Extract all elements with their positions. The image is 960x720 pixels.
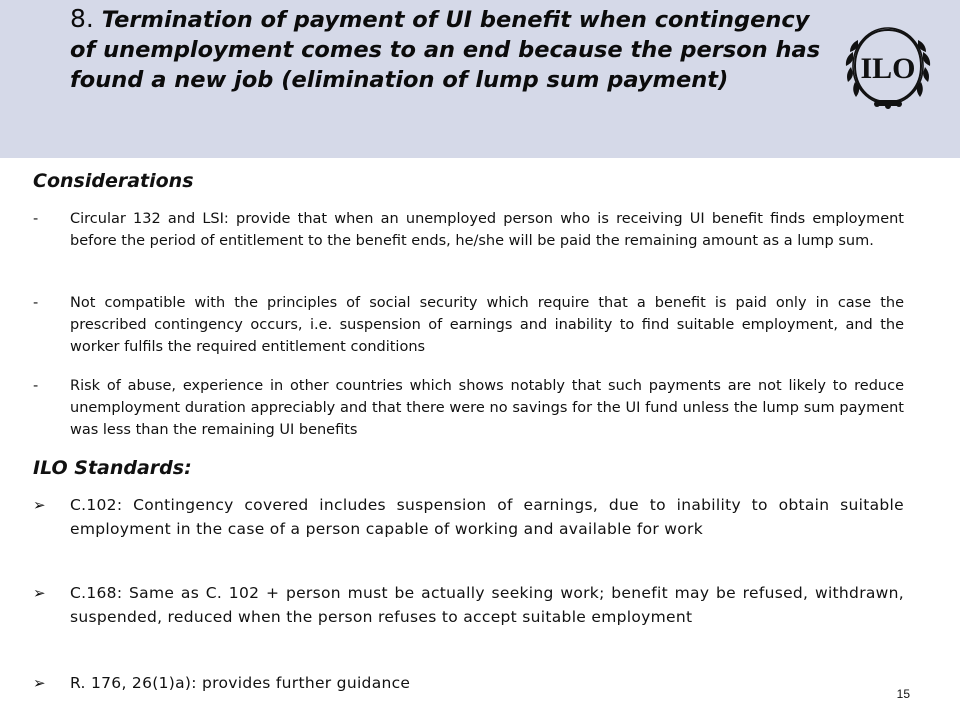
svg-text:ILO: ILO <box>860 52 916 85</box>
page-number: 15 <box>896 687 910 701</box>
arrow-bullet-icon: ➢ <box>33 674 46 692</box>
standard-item <box>33 494 904 541</box>
standard-text: C.168: Same as C. 102 + person must be actually seeking work; benefit may be refused, withdrawn, suspended, reduced when the person refuses to accept suitable employment <box>70 584 904 626</box>
slide-title-number: 8. <box>70 4 94 33</box>
consideration-text: Risk of abuse, experience in other countries which shows notably that such payments are not likely to reduce unemployment duration appreciably and that there were no savings for the UI fund unless the lump sum payment was less than the remaining UI benefits <box>70 378 904 438</box>
consideration-text: Circular 132 and LSI: provide that when an unemployed person who is receiving UI benefit finds employment before the period of entitlement to the benefit ends, he/she will be paid the remaining amount as a lump sum. <box>70 211 904 249</box>
arrow-bullet-icon: ➢ <box>33 584 46 602</box>
considerations-heading: Considerations <box>33 170 194 192</box>
standard-item <box>33 582 904 629</box>
consideration-item <box>33 292 904 358</box>
dash-marker: - <box>33 378 39 394</box>
standard-text: R. 176, 26(1)a): provides further guidance <box>70 674 411 692</box>
consideration-text: Not compatible with the principles of social security which require that a benefit is paid only in case the prescribed contingency occurs, i.e. suspension of earnings and inability to find suitable employment, and the worker fulfils the required entitlement conditions <box>70 295 904 355</box>
consideration-item <box>33 375 904 441</box>
consideration-item <box>33 208 904 252</box>
ilo-standards-heading: ILO Standards: <box>33 457 192 479</box>
standard-text: C.102: Contingency covered includes suspension of earnings, due to inability to obtain suitable employment in the case of a person capable of working and available for work <box>70 496 904 538</box>
arrow-bullet-icon: ➢ <box>33 496 46 514</box>
standard-item <box>33 672 904 696</box>
slide-title-text: Termination of payment of UI benefit when contingency of unemployment comes to an end because the person has found a new job (elimination of lump sum payment) <box>70 7 821 93</box>
dash-marker: - <box>33 295 39 311</box>
dash-marker: - <box>33 211 39 227</box>
